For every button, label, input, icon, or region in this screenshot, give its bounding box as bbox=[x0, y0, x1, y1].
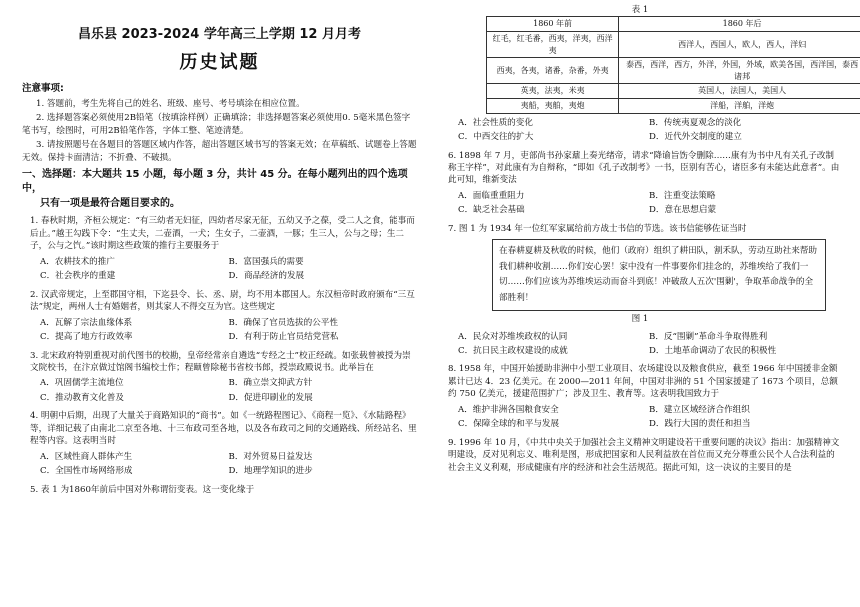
question-stem: 1. 春秋时期，齐桓公规定：“有三幼者无妇征，四幼者尽家无征，五幼又予之葆，受二人之食，能事而后止。”越王勾践下令：“生丈夫，二壶酒，一犬；生女子，二壶酒，一豚；生三人，公与之母；生二子，公与之饩。”该时期这些政策的推行主要服务于 bbox=[30, 216, 415, 252]
table-caption: 表 1 bbox=[631, 5, 649, 15]
option-c: C．保障全球的和平与发展 bbox=[458, 419, 560, 430]
option-b: B．对外贸易日益发达 bbox=[228, 451, 313, 462]
question-stem: 3. 北宋政府特别重视对前代图书的校勘，皇帝经常亲自遴选“专经之士”校正经疏。如张载曾被授为崇文院校书，在汴京做过馆阁书编校士作；程颐曾除秘书省校书郎，授崇政殿说书。此举旨在 bbox=[30, 350, 411, 373]
question-8 bbox=[440, 363, 840, 431]
option-d: D．商品经济的发展 bbox=[228, 271, 305, 282]
section-heading-cont: 只有一项是最符合题目要求的。 bbox=[40, 197, 180, 209]
right-column bbox=[440, 0, 859, 475]
table-cell: 红毛，红毛番，西夷，洋夷，西洋夷 bbox=[487, 32, 619, 58]
table-header: 1860 年后 bbox=[619, 17, 860, 32]
question-7 bbox=[440, 223, 840, 359]
option-d: D．践行大国的责任和担当 bbox=[649, 419, 751, 430]
question-5-options bbox=[440, 116, 840, 145]
option-d: D．意在思想启蒙 bbox=[649, 205, 717, 216]
notice-item: 2. 选择题答案必须使用2B铅笔（按填涂样例）正确填涂；非选择题答案必须使用0. 5毫米黑色签字笔书写，绘图时，可用2B铅笔作答，字体工整、笔迹清楚。 bbox=[22, 113, 411, 136]
option-c: C．提高了地方行政效率 bbox=[40, 332, 133, 343]
option-c: C．推动教育文化普及 bbox=[40, 392, 124, 403]
table-row bbox=[487, 84, 860, 99]
table-cell: 洋船，洋舶，洋炮 bbox=[619, 99, 860, 114]
question-stem: 9. 1996 年 10 月，《中共中央关于加强社会主义精神文明建设若干重要问题的决议》指出：加强精神文明建设，反对见利忘义、唯利是图，形成把国家和人民利益放在首位而又充分尊重公民个人合法利益的社会主义义利观，形成健康有序的经济和社会生活规范。据此可知，这一决议的主要目的是 bbox=[448, 437, 840, 473]
option-d: D．近代外交制度的建立 bbox=[649, 132, 742, 143]
option-b: B．建立区域经济合作组织 bbox=[649, 404, 750, 415]
option-d: D．地理学知识的进步 bbox=[228, 466, 313, 477]
notice-item: 1. 答题前，考生先将自己的姓名、班级、座号、考号填涂在相应位置。 bbox=[36, 98, 305, 109]
table-cell: 英夷，法夷，米夷 bbox=[487, 84, 619, 99]
question-stem: 4. 明朝中后期，出现了大量关于商路知识的“商书”。如《一统路程图记》、《商程一览》、《水陆路程》等，详细记载了由南北二京至各地、十三布政司至各地，以及各布政司之间的交通路线、所经站名、里程等内容。这表明当时 bbox=[30, 411, 417, 447]
option-c: C．抗日民主政权建设的成就 bbox=[458, 346, 568, 357]
option-b: B．反“围剿”革命斗争取得胜利 bbox=[649, 331, 768, 342]
table-cell: 泰西，西洋，西方，外洋，外国，外域，欧美各国，西洋国，泰西诸邦 bbox=[619, 58, 860, 84]
option-b: B．传统夷夏观念的淡化 bbox=[649, 117, 742, 128]
table-row bbox=[487, 32, 860, 58]
question-2 bbox=[22, 289, 417, 345]
question-5 bbox=[22, 484, 417, 496]
option-c: C．全国性市场网络形成 bbox=[40, 466, 133, 477]
appellation-table bbox=[486, 16, 860, 113]
option-c: C．缺乏社会基础 bbox=[458, 205, 525, 216]
option-d: D．土地革命调动了农民的积极性 bbox=[649, 346, 777, 357]
question-stem: 2. 汉武帝规定，上至郡国守相，下迄县令、长、丞、尉，均不用本郡国人。东汉桓帝时政府颁布“三互法”规定，两州人士有婚姻者，则其家人不得交互为官。这些规定 bbox=[30, 289, 415, 313]
exam-title: 昌乐县 2023-2024 学年高三上学期 12 月月考 bbox=[78, 27, 361, 42]
left-column bbox=[22, 0, 417, 497]
option-b: B．确保了官员选拔的公平性 bbox=[228, 317, 338, 328]
question-9 bbox=[440, 437, 840, 474]
question-stem: 5. 表 1 为1860年前后中国对外称谓衍变表。这一变化缘于 bbox=[30, 484, 255, 495]
notice-heading: 注意事项: bbox=[22, 82, 64, 94]
option-a: A．面临重重阻力 bbox=[458, 190, 525, 201]
option-a: A．农耕技术的推广 bbox=[40, 256, 115, 267]
option-c: C．社会秩序的重建 bbox=[40, 271, 116, 282]
table-cell: 西夷，各夷，诸番，杂番，外夷 bbox=[487, 58, 619, 84]
option-c: C．中西交往的扩大 bbox=[458, 132, 534, 143]
question-1 bbox=[22, 215, 417, 283]
question-stem: 6. 1898 年 7 月，吏部尚书孙家鼐上奏光绪帝，请求“降谕旨饬令删除……康有为书中凡有关孔子改制称王字样”，对此康有为自辩称，“即如《孔子改制考》一书，臣别有苦心，诸臣多有未能达此意者”。由此可知，维新变法 bbox=[448, 150, 840, 186]
option-a: A．巩固儒学主流地位 bbox=[40, 378, 124, 389]
question-stem: 7. 图 1 为 1934 年一位红军家属给前方战士书信的节选。该书信能够佐证当时 bbox=[448, 223, 747, 234]
option-a: A．社会性质的变化 bbox=[458, 117, 533, 128]
option-b: B．富国强兵的需要 bbox=[228, 256, 304, 267]
figure-caption: 图 1 bbox=[631, 314, 649, 325]
table-row bbox=[487, 58, 860, 84]
question-3 bbox=[22, 350, 417, 406]
option-b: B．确立崇文抑武方针 bbox=[228, 378, 313, 389]
option-d: D．有利于防止官员结党营私 bbox=[228, 332, 339, 343]
option-a: A．维护非洲各国粮食安全 bbox=[458, 404, 559, 415]
question-4 bbox=[22, 410, 417, 478]
table-cell: 夷船，夷舶，夷炮 bbox=[487, 99, 619, 114]
question-stem: 8. 1958 年，中国开始援助非洲中小型工业项目、农场建设以及粮食供应，截至 1966 年中国援非金额累计已达 4．23 亿美元。在 2000—2011 年间，中国对非洲的 51 个国家援建了 1673 个项目，总额约 750 亿美元，援建范围扩广；涉及卫生、教育等。这表明我国致力于 bbox=[448, 364, 838, 400]
option-b: B．注重变法策略 bbox=[649, 190, 716, 201]
question-6 bbox=[440, 150, 840, 218]
option-a: A．瓦解了宗法血缘体系 bbox=[40, 317, 133, 328]
option-a: A．民众对苏维埃政权的认同 bbox=[458, 331, 568, 342]
option-a: A．区域性商人群体产生 bbox=[40, 451, 133, 462]
letter-excerpt-box: 在春耕夏耕及秋收的时候，他们（政府）组织了耕田队，割禾队，劳动互助社来帮助我们耕种收割……你们安心罢！家中没有一件事要你们挂念的，苏维埃给了我们一切……你们应该为苏维埃运动而奋斗到底！冲破敌人五次'围剿'，争取革命战争的全部胜利！ bbox=[492, 239, 826, 311]
table-cell: 英国人，法国人，美国人 bbox=[619, 84, 860, 99]
table-cell: 西洋人，西国人，欧人，西人，洋妇 bbox=[619, 32, 860, 58]
option-d: D．促进印刷业的发展 bbox=[228, 392, 313, 403]
subject-title: 历史试题 bbox=[179, 51, 260, 73]
notice-item: 3. 请按照题号在各题目的答题区域内作答，超出答题区域书写的答案无效；在草稿纸、试题卷上答题无效。保持卡面清洁；不折叠、不破损。 bbox=[22, 140, 417, 163]
table-row bbox=[487, 99, 860, 114]
table-header: 1860 年前 bbox=[487, 17, 619, 32]
section-heading: 一、选择题：本大题共 15 小题，每小题 3 分，共计 45 分。在每小题列出的四个选项中， bbox=[22, 168, 408, 195]
